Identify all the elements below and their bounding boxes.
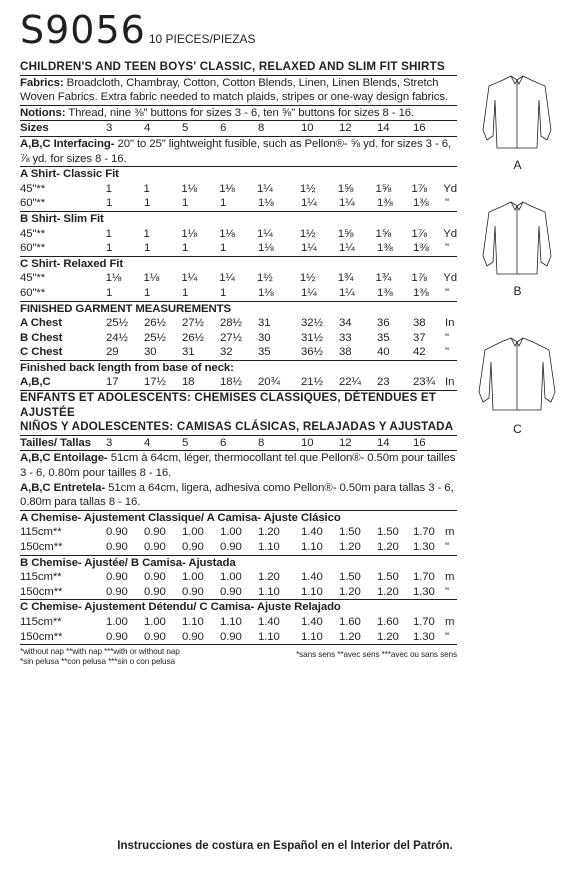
cell: 1: [220, 197, 227, 210]
section-title-en: CHILDREN'S AND TEEN BOYS' CLASSIC, RELAXED AND SLIM FIT SHIRTS: [20, 60, 457, 76]
cell: 0.90: [182, 585, 204, 598]
tailles-row-label: Tailles/ Tallas: [20, 436, 91, 449]
yardage-row-label: 60"**: [20, 286, 46, 299]
cell: 36: [377, 317, 390, 330]
cell: 1.10: [220, 615, 242, 628]
cell: 1.20: [258, 526, 280, 539]
cell: 30: [144, 346, 157, 359]
unit: ": [445, 242, 449, 255]
cell: 1: [143, 227, 150, 240]
chest-row-label: C Chest: [20, 346, 63, 359]
cell: 31½: [301, 331, 323, 344]
cell: 1.50: [377, 526, 399, 539]
cell: 26½: [144, 317, 166, 330]
cell: 17½: [144, 376, 166, 389]
entoilage-label: A,B,C Entoilage-: [20, 452, 108, 465]
cell: 1⅞: [411, 272, 428, 285]
unit: In: [445, 317, 455, 330]
cell: 1⅝: [337, 227, 354, 240]
cell: 1.50: [339, 571, 361, 584]
yardage-row-label: 45"**: [20, 182, 46, 195]
entoilage: [20, 451, 457, 480]
cell: 17: [106, 376, 119, 389]
metrage-row: [20, 540, 457, 556]
fabrics-label: Fabrics:: [20, 76, 64, 89]
nap-notes-right: *sans sens **avec sens ***avec ou sans sens: [296, 650, 457, 660]
cell: 35: [258, 346, 271, 359]
view-title-fr: B Chemise- Ajustée/ B Camisa- Ajustada: [20, 556, 236, 569]
cell: 1: [106, 197, 113, 210]
cell: 1: [220, 286, 227, 299]
cell: 1.10: [301, 585, 323, 598]
unit: ": [445, 331, 449, 344]
cell: 1¼: [219, 272, 235, 285]
cell: 0.90: [106, 585, 128, 598]
cell: 1.10: [258, 585, 280, 598]
cell: 1: [144, 197, 151, 210]
pattern-number: S9056: [20, 8, 146, 52]
cell: 10: [301, 436, 314, 449]
cell: 25½: [144, 331, 166, 344]
cell: 3: [106, 436, 113, 449]
chest-row: [20, 345, 457, 361]
yardage-row-label: 60"**: [20, 197, 46, 210]
metrage-row-label: 115cm**: [20, 615, 62, 628]
cell: 1.50: [377, 571, 399, 584]
view-title: A Shirt- Classic Fit: [20, 168, 119, 181]
cell: 1.60: [339, 615, 361, 628]
cell: 1⅛: [219, 227, 235, 240]
cell: 1: [144, 286, 151, 299]
chest-row: [20, 316, 457, 331]
cell: 0.90: [106, 571, 128, 584]
cell: 0.90: [106, 526, 128, 539]
sizes-row-label: Sizes: [20, 122, 49, 135]
cell: 38: [413, 317, 426, 330]
cell: 34: [339, 317, 352, 330]
cell: 1⅝: [337, 182, 354, 195]
cell: 1⅛: [181, 227, 197, 240]
metrage-row-label: 150cm**: [20, 541, 63, 553]
view-title: C Shirt- Relaxed Fit: [20, 257, 124, 270]
cell: 1: [144, 242, 151, 255]
cell: 4: [144, 436, 151, 449]
nap-note: *sin pelusa **con pelusa ***sin o con pelusa: [20, 657, 175, 667]
cell: 1.10: [258, 630, 280, 643]
view-title-fr: C Chemise- Ajustement Détendu/ C Camisa- Ajuste Relajado: [20, 601, 341, 614]
cell: 1: [182, 197, 189, 210]
cell: 1⅜: [413, 286, 429, 299]
cell: 1.30: [413, 541, 435, 553]
cell: 8: [258, 436, 265, 449]
interfacing: [20, 137, 457, 167]
cell: 0.90: [106, 541, 128, 553]
cell: 1.40: [301, 571, 323, 584]
cell: 1.10: [301, 630, 323, 643]
cell: 1⅛: [181, 182, 197, 195]
yardage-row: [20, 196, 457, 212]
unit: Yd: [443, 272, 458, 285]
cell: 1½: [257, 272, 273, 285]
cell: 1.30: [413, 585, 435, 598]
cell: 1.40: [258, 615, 280, 628]
cell: 1: [220, 242, 227, 255]
cell: 3: [106, 122, 113, 135]
cell: 1.20: [377, 541, 399, 553]
cell: 8: [258, 122, 265, 135]
cell: 1.00: [220, 571, 242, 584]
yardage-row: [20, 182, 457, 197]
back-length-title: Finished back length from base of neck:: [20, 361, 234, 374]
cell: 1⅛: [258, 197, 274, 210]
footer-note: Instrucciones de costura en Español en el Interior del Patrón.: [117, 840, 453, 852]
cell: 1¼: [301, 242, 317, 255]
cell: 1¼: [181, 272, 197, 285]
notions-label: Notions:: [20, 106, 66, 119]
cell: 1: [182, 286, 189, 299]
view-title-fr: A Chemise- Ajustement Classique/ A Camisa- Ajuste Clásico: [20, 511, 341, 524]
tailles-row: [20, 436, 457, 452]
unit: Yd: [443, 182, 458, 195]
cell: 5: [182, 122, 189, 135]
cell: 10: [301, 122, 314, 135]
chest-row-label: A Chest: [20, 317, 62, 330]
cell: 1¾: [375, 272, 392, 285]
cell: 1.70: [413, 571, 435, 584]
cell: 1¼: [301, 197, 317, 210]
cell: 1½: [299, 182, 316, 195]
metrage-row: [20, 630, 457, 646]
cell: 33: [339, 331, 352, 344]
cell: 27½: [220, 331, 242, 344]
cell: 1.10: [182, 615, 204, 628]
cell: 16: [413, 436, 426, 449]
cell: 31: [182, 346, 195, 359]
cell: 1.20: [258, 571, 280, 584]
cell: 14: [377, 436, 390, 449]
cell: 1.00: [144, 615, 166, 628]
unit: ": [445, 346, 449, 359]
cell: 1: [105, 182, 112, 195]
cell: 1⅛: [258, 242, 274, 255]
cell: 1.60: [377, 615, 399, 628]
cell: 0.90: [144, 526, 166, 539]
cell: 32½: [301, 317, 323, 330]
metrage-row: [20, 570, 457, 585]
nap-note: *without nap **with nap ***with or without nap: [20, 647, 180, 657]
cell: 1.20: [339, 630, 361, 643]
cell: 18½: [220, 376, 242, 389]
view-label-b: B: [513, 284, 522, 298]
metrage-row-label: 115cm**: [20, 526, 62, 539]
cell: 12: [339, 122, 352, 135]
cell: 1: [182, 242, 189, 255]
view-title: B Shirt- Slim Fit: [20, 212, 104, 225]
finished-title: FINISHED GARMENT MEASUREMENTS: [20, 302, 231, 315]
cell: 36½: [301, 346, 323, 359]
interfacing-text: 20" to 25" lightweight fusible, such as Pellon®- ⅝ yd. for sizes 3 - 6, ⅞ yd. for sizes 8 - 16.: [20, 137, 452, 165]
cell: 1.20: [377, 630, 399, 643]
view-label-a: A: [513, 158, 522, 172]
cell: 1.40: [301, 615, 323, 628]
shirt-c-icon: [479, 338, 555, 410]
cell: 35: [377, 331, 390, 344]
shirt-illustrations: [465, 70, 570, 450]
cell: 1⅜: [377, 286, 393, 299]
cell: 1⅛: [258, 286, 274, 299]
cell: 1.70: [413, 615, 435, 628]
view-label-c: C: [513, 422, 522, 436]
cell: 1.00: [106, 615, 128, 628]
cell: 1⅜: [413, 197, 429, 210]
cell: 1.20: [377, 585, 399, 598]
cell: 0.90: [144, 541, 166, 553]
cell: 1.10: [258, 541, 280, 553]
cell: 1¼: [301, 286, 317, 299]
unit: Yd: [443, 227, 458, 240]
cell: 4: [144, 122, 151, 135]
cell: 1¼: [339, 197, 355, 210]
entretela-text: 51cm a 64cm, ligera, adhesiva como Pellon®- 0.50m para tallas 3 - 6, 0.80m para tallas 8 - 16.: [20, 481, 454, 509]
yardage-row: [20, 227, 457, 242]
metrage-row-label: 115cm**: [20, 571, 62, 584]
cell: 0.90: [220, 630, 242, 643]
cell: 37: [413, 331, 426, 344]
unit: ": [445, 541, 449, 553]
nap-notes-left: [20, 647, 180, 667]
cell: 1⅛: [219, 182, 235, 195]
metrage-row: [20, 525, 457, 540]
metrage-row-label: 150cm**: [20, 585, 63, 598]
cell: 0.90: [220, 585, 242, 598]
cell: 6: [220, 122, 227, 135]
notions-text: Thread, nine ⅜" buttons for sizes 3 - 6, ten ⅝" buttons for sizes 8 - 16.: [65, 106, 415, 119]
cell: 1⅛: [105, 272, 122, 285]
cell: 1½: [299, 272, 316, 285]
yardage-row: [20, 271, 457, 286]
cell: 1¼: [257, 182, 273, 195]
cell: 1½: [299, 227, 316, 240]
cell: 1⅜: [377, 197, 393, 210]
cell: 1⅜: [377, 242, 393, 255]
cell: 14: [377, 122, 390, 135]
cell: 1.50: [339, 526, 361, 539]
shirt-b-icon: [483, 202, 551, 274]
cell: 27½: [182, 317, 204, 330]
unit: ": [445, 197, 449, 210]
nap-notes: [20, 647, 457, 667]
shirt-views: [465, 70, 570, 455]
cell: 1⅝: [375, 182, 392, 195]
unit: m: [445, 571, 455, 584]
cell: 1.70: [413, 526, 435, 539]
chest-row-label: B Chest: [20, 331, 63, 344]
yardage-row-label: 45"**: [20, 272, 46, 285]
back-length-row-label: A,B,C: [20, 376, 51, 389]
cell: 23¾: [413, 376, 435, 389]
cell: 1.00: [220, 526, 242, 539]
cell: 0.90: [144, 571, 166, 584]
chest-row: [20, 331, 457, 346]
cell: 1⅞: [411, 182, 428, 195]
cell: 1: [105, 227, 112, 240]
cell: 21½: [301, 376, 323, 389]
unit: ": [445, 286, 449, 299]
cell: 40: [377, 346, 390, 359]
cell: 1.30: [413, 630, 435, 643]
cell: 1: [106, 286, 113, 299]
fabrics-text: Broadcloth, Chambray, Cotton, Cotton Blends, Linen, Linen Blends, Stretch Woven Fabrics. Extra fabric needed to match plaids, stripes or one-way design fabrics.: [20, 76, 449, 104]
yardage-row: [20, 286, 457, 302]
cell: 20¾: [258, 376, 280, 389]
cell: 0.90: [182, 541, 204, 553]
cell: 5: [182, 436, 189, 449]
section-title-fr: ENFANTS ET ADOLESCENTS: CHEMISES CLASSIQUES, DÉTENDUES ET AJUSTÉE: [20, 391, 437, 419]
interfacing-label: A,B,C Interfacing-: [20, 137, 115, 150]
unit: m: [445, 526, 455, 539]
cell: 1¼: [257, 227, 273, 240]
notions: [20, 106, 457, 122]
cell: 0.90: [220, 541, 242, 553]
cell: 32: [220, 346, 233, 359]
entoilage-text: 51cm à 64cm, léger, thermocollant tel que Pellon®- 0.50m pour tailles 3 - 6, 0.80m pour tailles 8 - 16.: [20, 452, 456, 480]
pattern-header: [20, 10, 256, 50]
pattern-envelope-text: [20, 60, 457, 667]
section-title-es: NIÑOS Y ADOLESCENTES: CAMISAS CLÁSICAS, RELAJADAS Y AJUSTADA: [20, 420, 457, 436]
cell: 1: [106, 242, 113, 255]
cell: 1.00: [182, 571, 204, 584]
cell: 22¼: [339, 376, 361, 389]
metrage-row: [20, 615, 457, 630]
cell: 1⅛: [143, 272, 160, 285]
cell: 6: [220, 436, 227, 449]
cell: 38: [339, 346, 352, 359]
cell: 30: [258, 331, 271, 344]
unit: In: [445, 376, 455, 389]
cell: 0.90: [144, 630, 166, 643]
cell: 1¼: [339, 242, 355, 255]
cell: 0.90: [182, 630, 204, 643]
cell: 1.10: [301, 541, 323, 553]
cell: 42: [413, 346, 426, 359]
cell: 18: [182, 376, 195, 389]
cell: 12: [339, 436, 352, 449]
metrage-row-label: 150cm**: [20, 630, 63, 643]
unit: ": [445, 630, 449, 643]
entretela: [20, 481, 457, 511]
cell: 1¼: [339, 286, 355, 299]
cell: 0.90: [144, 585, 166, 598]
cell: 1.00: [182, 526, 204, 539]
cell: 1.20: [339, 585, 361, 598]
cell: 31: [258, 317, 271, 330]
cell: 29: [106, 346, 119, 359]
sizes-row: [20, 121, 457, 137]
cell: 1¾: [337, 272, 354, 285]
cell: 1⅜: [413, 242, 429, 255]
cell: 1: [143, 182, 150, 195]
cell: 0.90: [106, 630, 128, 643]
entretela-label: A,B,C Entretela-: [20, 481, 106, 494]
cell: 25½: [106, 317, 128, 330]
metrage-row: [20, 585, 457, 601]
back-length-row: [20, 375, 457, 391]
fabrics: [20, 76, 457, 106]
yardage-row-label: 45"**: [20, 227, 46, 240]
cell: 1⅞: [411, 227, 428, 240]
cell: 24½: [106, 331, 128, 344]
shirt-a-icon: [483, 76, 551, 148]
cell: 1.20: [339, 541, 361, 553]
cell: 26½: [182, 331, 204, 344]
pieces-count: 10 PIECES/PIEZAS: [148, 32, 256, 46]
unit: ": [445, 585, 449, 598]
cell: 28½: [220, 317, 242, 330]
yardage-row: [20, 241, 457, 257]
unit: m: [445, 615, 455, 628]
cell: 1⅝: [375, 227, 392, 240]
cell: 1.40: [301, 526, 323, 539]
yardage-row-label: 60"**: [20, 242, 46, 255]
cell: 23: [377, 376, 390, 389]
cell: 16: [413, 122, 426, 135]
